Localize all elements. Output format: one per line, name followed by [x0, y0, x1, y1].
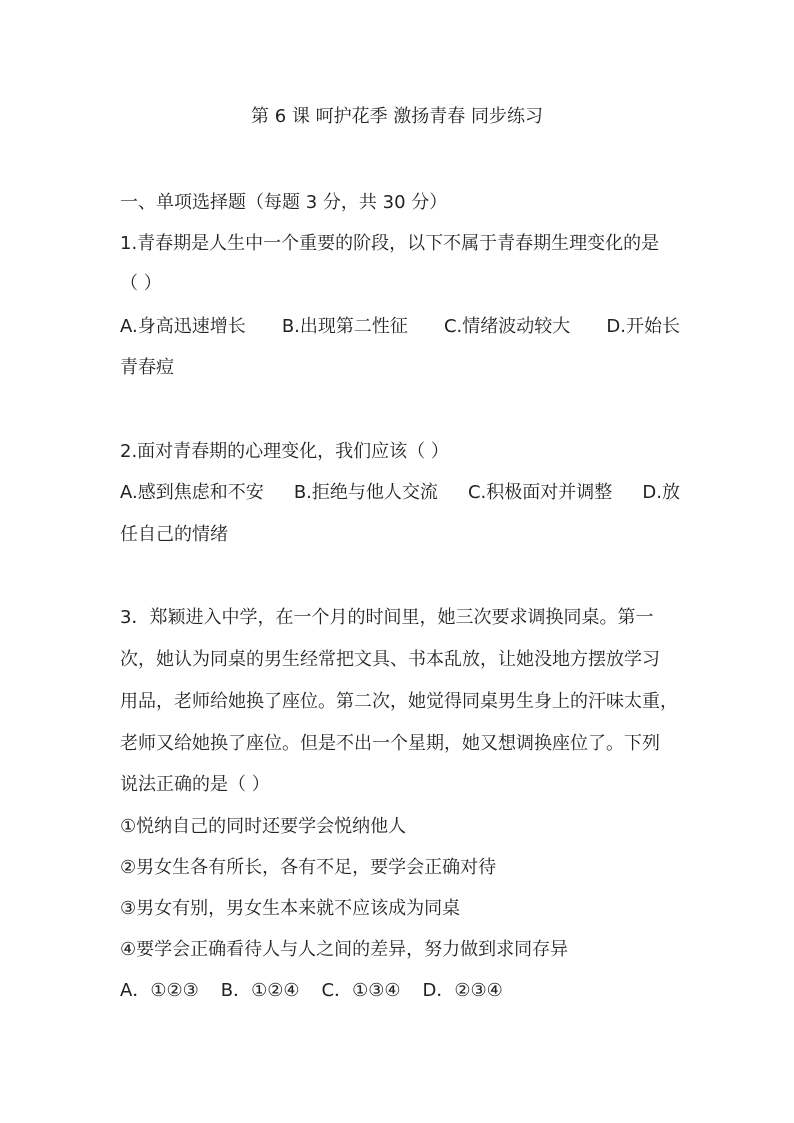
question-1-stem-line-1: 1.青春期是人生中一个重要的阶段，以下不属于青春期生理变化的是 — [120, 233, 660, 254]
question-3-stem-line-2: 次，她认为同桌的男生经常把文具、书本乱放，让她没地方摆放学习 — [120, 649, 660, 670]
question-1-options — [120, 314, 680, 340]
question-3-options — [120, 978, 503, 1004]
question-1-option-a: A.身高迅速增长 — [120, 316, 246, 337]
question-3-stem-line-3: 用品，老师给她换了座位。第二次，她觉得同桌男生身上的汗味太重， — [120, 691, 678, 712]
question-1-option-c: C.情绪波动较大 — [443, 316, 571, 337]
question-3-statement-3: ③男女有别，男女生本来就不应该成为同桌 — [120, 898, 461, 919]
question-2-option-b: B.拒绝与他人交流 — [293, 482, 438, 503]
section-heading: 一、单项选择题（每题 3 分，共 30 分） — [120, 192, 448, 213]
question-1-option-b: B.出现第二性征 — [281, 316, 408, 337]
question-3-stem-line-5: 说法正确的是（ ） — [120, 774, 270, 795]
question-3-option-d: D．②③④ — [422, 980, 503, 1001]
question-1-stem-line-2: （ ） — [120, 273, 162, 294]
question-3-statement-2: ②男女生各有所长，各有不足，要学会正确对待 — [120, 857, 497, 878]
question-1-option-d: D.开始长 — [606, 316, 680, 337]
question-2-options — [120, 480, 680, 506]
question-2-option-d-continuation: 任自己的情绪 — [120, 524, 228, 545]
question-2-stem-line-1: 2.面对青春期的心理变化，我们应该（ ） — [120, 441, 449, 462]
question-3-option-b: B．①②④ — [220, 980, 300, 1001]
question-2-option-d: D.放 — [642, 482, 680, 503]
document-title: 第 6 课 呵护花季 激扬青春 同步练习 — [250, 106, 544, 127]
question-3-statement-1: ①悦纳自己的同时还要学会悦纳他人 — [120, 816, 407, 837]
question-1-option-d-continuation: 青春痘 — [120, 357, 174, 378]
question-2-option-a: A.感到焦虑和不安 — [120, 482, 264, 503]
question-3-statement-4: ④要学会正确看待人与人之间的差异，努力做到求同存异 — [120, 939, 569, 960]
question-3-stem-line-1: 3．郑颖进入中学，在一个月的时间里，她三次要求调换同桌。第一 — [120, 607, 654, 628]
question-3-option-a: A．①②③ — [120, 980, 199, 1001]
question-2-option-c: C.积极面对并调整 — [467, 482, 613, 503]
question-3-option-c: C．①③④ — [321, 980, 401, 1001]
question-3-stem-line-4: 老师又给她换了座位。但是不出一个星期，她又想调换座位了。下列 — [120, 733, 660, 754]
